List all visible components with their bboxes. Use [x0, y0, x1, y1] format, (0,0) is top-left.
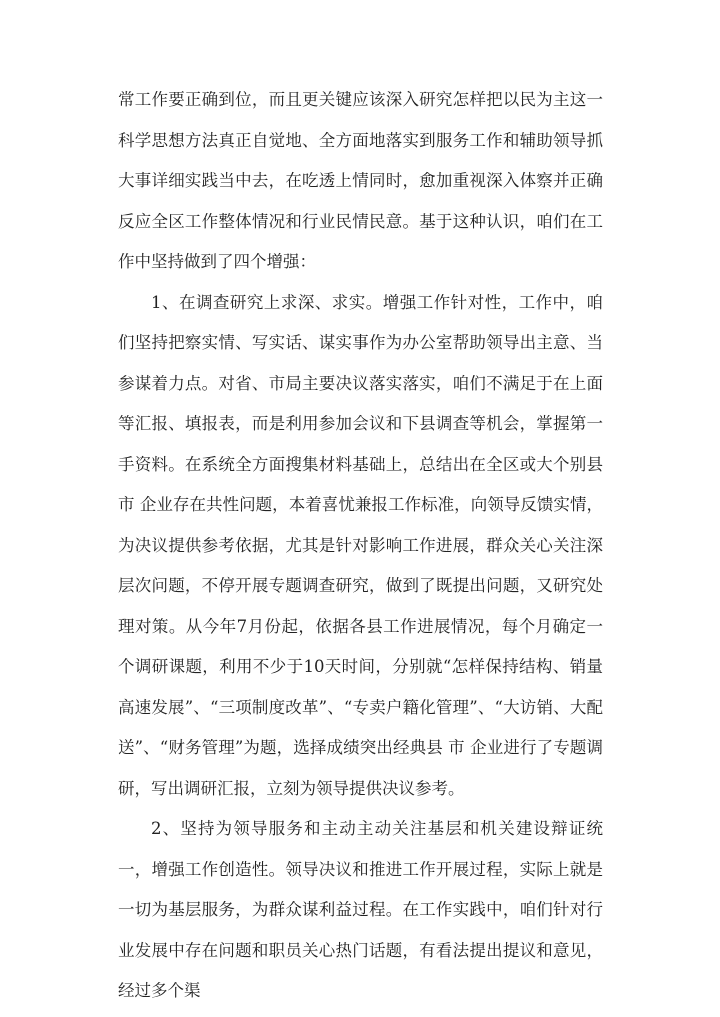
paragraph-continuation: 常工作要正确到位，而且更关键应该深入研究怎样把以民为主这一科学思想方法真正自觉地、全方面地落实到服务工作和辅助领导抓大事详细实践当中去，在吃透上情同时，愈加重视深入体察并正确反应全区工作整体情况和行业民情民意。基于这种认识，咱们在工作中坚持做到了四个增强：	[118, 90, 603, 271]
paragraph-service: 2、坚持为领导服务和主动主动关注基层和机关建设辩证统一，增强工作创造性。领导决议和推进工作开展过程，实际上就是一切为基层服务，为群众谋利益过程。在工作实践中，咱们针对行业发展中存在问题和职员关心热门话题，有看法提出提议和意见，经过多个渠	[118, 819, 603, 1000]
paragraph-research: 1、在调查研究上求深、求实。增强工作针对性，工作中，咱们坚持把察实情、写实话、谋实事作为办公室帮助领导出主意、当参谋着力点。对省、市局主要决议落实落实，咱们不满足于在上面等汇报、填报表，而是利用参加会议和下县调查等机会，掌握第一手资料。在系统全方面搜集材料基础上，总结出在全区或大个别县 市 企业存在共性问题，本着喜忧兼报工作标准，向领导反馈实情，为决议提供参考依据，尤其是针对影响工作进展，群众关心关注深层次问题，不停开展专题调查研究，做到了既提出问题，又研究处理对策。从今年7月份起，依据各县工作进展情况，每个月确定一个调研课题，利用不少于10天时间，分别就“怎样保持结构、销量高速发展”、“三项制度改革”、“专卖户籍化管理”、“大访销、大配送”、“财务管理”为题，选择成绩突出经典县 市 企业进行了专题调研，写出调研汇报，立刻为领导提供决议参考。	[118, 292, 603, 798]
document-body	[118, 80, 603, 1012]
